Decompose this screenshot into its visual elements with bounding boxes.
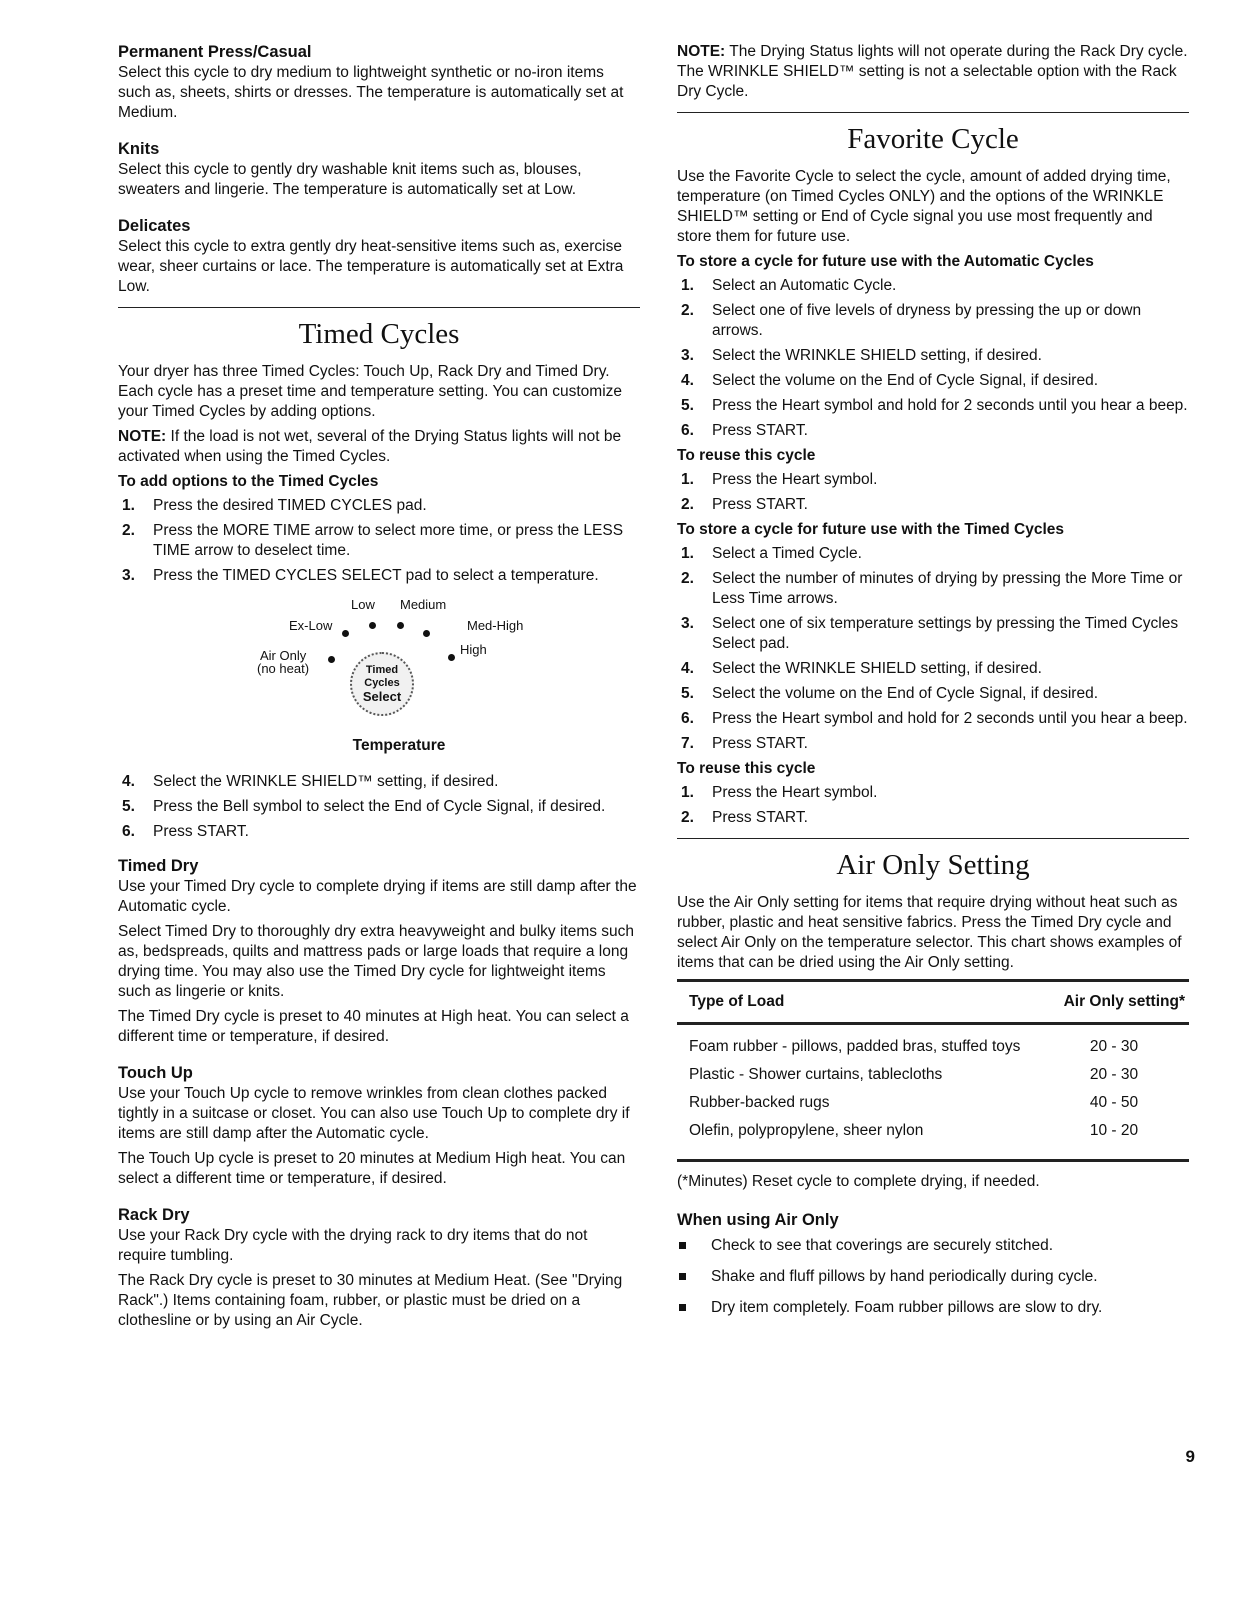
text-touch-up-1: Use your Touch Up cycle to remove wrinkles from clean clothes packed tightly in a suitcase or closet. You can also use Touch Up to complete dry if items are still damp after the Automatic cycle. — [118, 1085, 630, 1142]
divider — [677, 112, 1189, 113]
dial-label-med-high: Med-High — [467, 618, 524, 633]
diagram-caption: Temperature — [352, 737, 446, 754]
cell-load: Foam rubber - pillows, padded bras, stuffed toys — [689, 1038, 1021, 1055]
step-number: 5. — [681, 685, 694, 702]
cell-setting: 20 - 30 — [1089, 1038, 1139, 1055]
step-number: 4. — [681, 660, 694, 677]
step-text: Select the WRINKLE SHIELD setting, if desired. — [712, 347, 1042, 364]
list-item: Dry item completely. Foam rubber pillows are slow to dry. — [677, 1298, 1189, 1318]
list-item — [118, 521, 640, 561]
note-label: NOTE: — [118, 428, 167, 445]
list-add-options-continued — [118, 772, 640, 842]
heading-delicates: Delicates — [118, 217, 191, 235]
step-text: Press the Heart symbol. — [712, 471, 878, 488]
air-only-table — [677, 979, 1189, 1162]
step-number: 5. — [681, 397, 694, 414]
section-timed-dry — [118, 856, 640, 1047]
step-text: Select an Automatic Cycle. — [712, 277, 897, 294]
text-touch-up-2: The Touch Up cycle is preset to 20 minutes at Medium High heat. You can select a different time or temperature, if desired. — [118, 1150, 626, 1187]
list-reuse-cycle-2 — [677, 783, 1189, 828]
step-text: Press the MORE TIME arrow to select more time, or press the LESS TIME arrow to deselect time. — [153, 522, 624, 559]
list-item — [118, 566, 640, 586]
list-item — [118, 822, 640, 842]
dial-label-medium: Medium — [400, 597, 447, 612]
step-text: Select a Timed Cycle. — [712, 545, 862, 562]
list-item — [677, 614, 1189, 654]
indicator-dot-air-only — [328, 656, 335, 663]
step-text: Select the volume on the End of Cycle Signal, if desired. — [712, 372, 1098, 389]
dial-label-air-only: Air Only — [260, 648, 307, 663]
step-number: 4. — [122, 773, 135, 790]
list-item — [677, 421, 1189, 441]
table-header-row — [677, 981, 1189, 1024]
step-text: Press START. — [712, 422, 808, 439]
list-item — [677, 346, 1189, 366]
step-number: 2. — [681, 570, 694, 587]
step-number: 2. — [681, 809, 694, 826]
dial-label-low: Low — [351, 597, 375, 612]
step-number: 2. — [122, 522, 135, 539]
step-number: 6. — [681, 710, 694, 727]
step-text: Select the WRINKLE SHIELD™ setting, if desired. — [153, 773, 499, 790]
list-reuse-cycle-1 — [677, 470, 1189, 515]
temperature-dial-diagram — [118, 592, 640, 730]
list-item: Check to see that coverings are securely stitched. — [677, 1236, 1189, 1256]
section-permanent-press — [118, 42, 640, 123]
table-row — [677, 1024, 1189, 1064]
step-number: 7. — [681, 735, 694, 752]
step-number: 6. — [681, 422, 694, 439]
table-row — [677, 1063, 1189, 1091]
section-rack-dry — [118, 1205, 640, 1331]
page-number: 9 — [1185, 1447, 1195, 1466]
list-item — [677, 659, 1189, 679]
list-item — [677, 569, 1189, 609]
indicator-dot-high — [448, 654, 455, 661]
section-touch-up — [118, 1063, 640, 1189]
heading-when-using-air-only: When using Air Only — [677, 1211, 839, 1229]
list-item — [677, 495, 1189, 515]
list-item — [677, 709, 1189, 729]
divider — [118, 307, 640, 308]
text-knits: Select this cycle to gently dry washable knit items such as, blouses, sweaters and lingerie. The temperature is automatically set at Low. — [118, 161, 582, 198]
text-timed-intro: Your dryer has three Timed Cycles: Touch Up, Rack Dry and Timed Dry. Each cycle has a preset time and temperature setting. You can customize your Timed Cycles by adding options. — [118, 363, 623, 420]
list-item — [677, 276, 1189, 296]
step-number: 1. — [122, 497, 135, 514]
title-favorite-cycle: Favorite Cycle — [847, 123, 1019, 155]
timed-cycles-select-button — [350, 652, 414, 716]
table-footnote: (*Minutes) Reset cycle to complete drying, if needed. — [677, 1173, 1040, 1190]
step-number: 1. — [681, 471, 694, 488]
list-item — [677, 544, 1189, 564]
list-item — [118, 496, 640, 516]
heading-reuse-cycle-1: To reuse this cycle — [677, 447, 816, 464]
step-text: Press START. — [712, 496, 808, 513]
text-timed-dry-2: Select Timed Dry to thoroughly dry extra heavyweight and bulky items such as, bedspreads, quilts and mattress pads or large loads that require a long drying time. You may also use the Timed Dry cycle for lightweight items such as lingerie or knits. — [118, 923, 635, 1000]
divider — [677, 838, 1189, 839]
heading-permanent-press: Permanent Press/Casual — [118, 43, 312, 61]
step-number: 3. — [681, 615, 694, 632]
note-label: NOTE: — [677, 43, 726, 60]
cell-setting: 20 - 30 — [1089, 1066, 1139, 1083]
dial-label-no-heat: (no heat) — [257, 661, 310, 676]
indicator-dot-medium — [397, 622, 404, 629]
text-permanent-press: Select this cycle to dry medium to lightweight synthetic or no-iron items such as, sheets, shirts or dresses. The temperature is automatically set at Medium. — [118, 64, 624, 121]
text-rack-dry-note — [677, 42, 1189, 102]
list-air-only-tips — [677, 1236, 1189, 1318]
step-number: 3. — [122, 567, 135, 584]
step-text: Press the Heart symbol and hold for 2 seconds until you hear a beep. — [712, 710, 1188, 727]
step-text: Press the TIMED CYCLES SELECT pad to select a temperature. — [153, 567, 599, 584]
title-air-only-setting: Air Only Setting — [836, 849, 1030, 881]
list-item — [677, 371, 1189, 391]
heading-knits: Knits — [118, 140, 160, 158]
list-store-automatic — [677, 276, 1189, 441]
list-store-timed — [677, 544, 1189, 754]
list-item — [677, 684, 1189, 704]
column-header-type-of-load: Type of Load — [677, 981, 1037, 1024]
step-number: 1. — [681, 784, 694, 801]
indicator-dot-ex-low — [342, 630, 349, 637]
cell-load: Plastic - Shower curtains, tablecloths — [689, 1066, 943, 1083]
text-air-only-intro: Use the Air Only setting for items that require drying without heat such as rubber, plastic and heat sensitive fabrics. Press the Timed Dry cycle and select Air Only on the temperature selector. This chart shows examples of items that can be dried using the Air Only setting. — [677, 894, 1182, 971]
table-row — [677, 1119, 1189, 1161]
step-text: Press START. — [712, 735, 808, 752]
indicator-dot-med-high — [423, 630, 430, 637]
step-number: 3. — [681, 347, 694, 364]
step-number: 5. — [122, 798, 135, 815]
step-text: Press START. — [712, 809, 808, 826]
step-text: Press the Bell symbol to select the End of Cycle Signal, if desired. — [153, 798, 606, 815]
text-rack-dry-1: Use your Rack Dry cycle with the drying rack to dry items that do not require tumbling. — [118, 1227, 588, 1264]
step-text: Select the volume on the End of Cycle Signal, if desired. — [712, 685, 1098, 702]
step-number: 4. — [681, 372, 694, 389]
list-add-options — [118, 496, 640, 586]
list-item — [118, 772, 640, 792]
cell-setting: 10 - 20 — [1037, 1119, 1189, 1161]
list-item — [677, 301, 1189, 341]
section-delicates — [118, 216, 640, 297]
button-text-line-1: Timed — [365, 664, 399, 676]
heading-timed-dry: Timed Dry — [118, 857, 199, 875]
text-timed-dry-1: Use your Timed Dry cycle to complete drying if items are still damp after the Automatic cycle. — [118, 878, 637, 915]
table-row — [677, 1091, 1189, 1119]
text-timed-dry-3: The Timed Dry cycle is preset to 40 minutes at High heat. You can select a different time or temperature, if desired. — [118, 1008, 629, 1045]
step-text: Press the Heart symbol. — [712, 784, 878, 801]
button-text-line-2: Cycles — [364, 677, 400, 689]
text-favorite-intro: Use the Favorite Cycle to select the cycle, amount of added drying time, temperature (on Timed Cycles ONLY) and the options of the WRINKLE SHIELD™ setting or End of Cycle signal you use most frequently and store them for future use. — [677, 168, 1171, 245]
text-timed-note — [118, 427, 640, 467]
heading-touch-up: Touch Up — [118, 1064, 193, 1082]
list-item — [677, 470, 1189, 490]
note-text: The Drying Status lights will not operate during the Rack Dry cycle. The WRINKLE SHIELD™ setting is not a selectable option with the Rack Dry Cycle. — [677, 43, 1188, 100]
step-number: 2. — [681, 496, 694, 513]
indicator-dot-low — [369, 622, 376, 629]
step-text: Select one of five levels of dryness by pressing the up or down arrows. — [712, 302, 1142, 339]
step-number: 1. — [681, 545, 694, 562]
cell-load: Olefin, polypropylene, sheer nylon — [677, 1119, 1037, 1161]
step-text: Press the desired TIMED CYCLES pad. — [153, 497, 427, 514]
text-rack-dry-2: The Rack Dry cycle is preset to 30 minutes at Medium Heat. (See "Drying Rack".) Items containing foam, rubber, or plastic must be dried on a clothesline or by using an Air Cycle. — [118, 1272, 623, 1329]
column-header-air-only-setting: Air Only setting* — [1037, 981, 1189, 1024]
dial-label-ex-low: Ex-Low — [289, 618, 333, 633]
step-text: Select the WRINKLE SHIELD setting, if desired. — [712, 660, 1042, 677]
step-text: Select the number of minutes of drying by pressing the More Time or Less Time arrows. — [712, 570, 1183, 607]
step-number: 2. — [681, 302, 694, 319]
cell-setting: 40 - 50 — [1089, 1094, 1139, 1111]
heading-add-options: To add options to the Timed Cycles — [118, 473, 379, 490]
list-item — [118, 797, 640, 817]
step-text: Press START. — [153, 823, 249, 840]
heading-rack-dry: Rack Dry — [118, 1206, 190, 1224]
list-item — [677, 734, 1189, 754]
list-item — [677, 396, 1189, 416]
note-text: If the load is not wet, several of the Drying Status lights will not be activated when using the Timed Cycles. — [118, 428, 622, 465]
title-timed-cycles: Timed Cycles — [298, 318, 460, 350]
heading-store-automatic: To store a cycle for future use with the Automatic Cycles — [677, 253, 1094, 270]
step-text: Select one of six temperature settings by pressing the Timed Cycles Select pad. — [712, 615, 1179, 652]
cell-load: Rubber-backed rugs — [689, 1094, 830, 1111]
step-text: Press the Heart symbol and hold for 2 seconds until you hear a beep. — [712, 397, 1188, 414]
left-column — [118, 42, 640, 1347]
dial-label-high: High — [460, 642, 487, 657]
text-delicates: Select this cycle to extra gently dry heat-sensitive items such as, exercise wear, sheer curtains or lace. The temperature is automatically set at Extra Low. — [118, 238, 624, 295]
list-item — [677, 783, 1189, 803]
heading-reuse-cycle-2: To reuse this cycle — [677, 760, 816, 777]
button-text-line-3: Select — [362, 689, 402, 704]
list-item: Shake and fluff pillows by hand periodically during cycle. — [677, 1267, 1189, 1287]
step-number: 1. — [681, 277, 694, 294]
heading-store-timed: To store a cycle for future use with the Timed Cycles — [677, 521, 1065, 538]
list-item — [677, 808, 1189, 828]
step-number: 6. — [122, 823, 135, 840]
section-knits — [118, 139, 640, 200]
right-column — [677, 42, 1189, 1329]
